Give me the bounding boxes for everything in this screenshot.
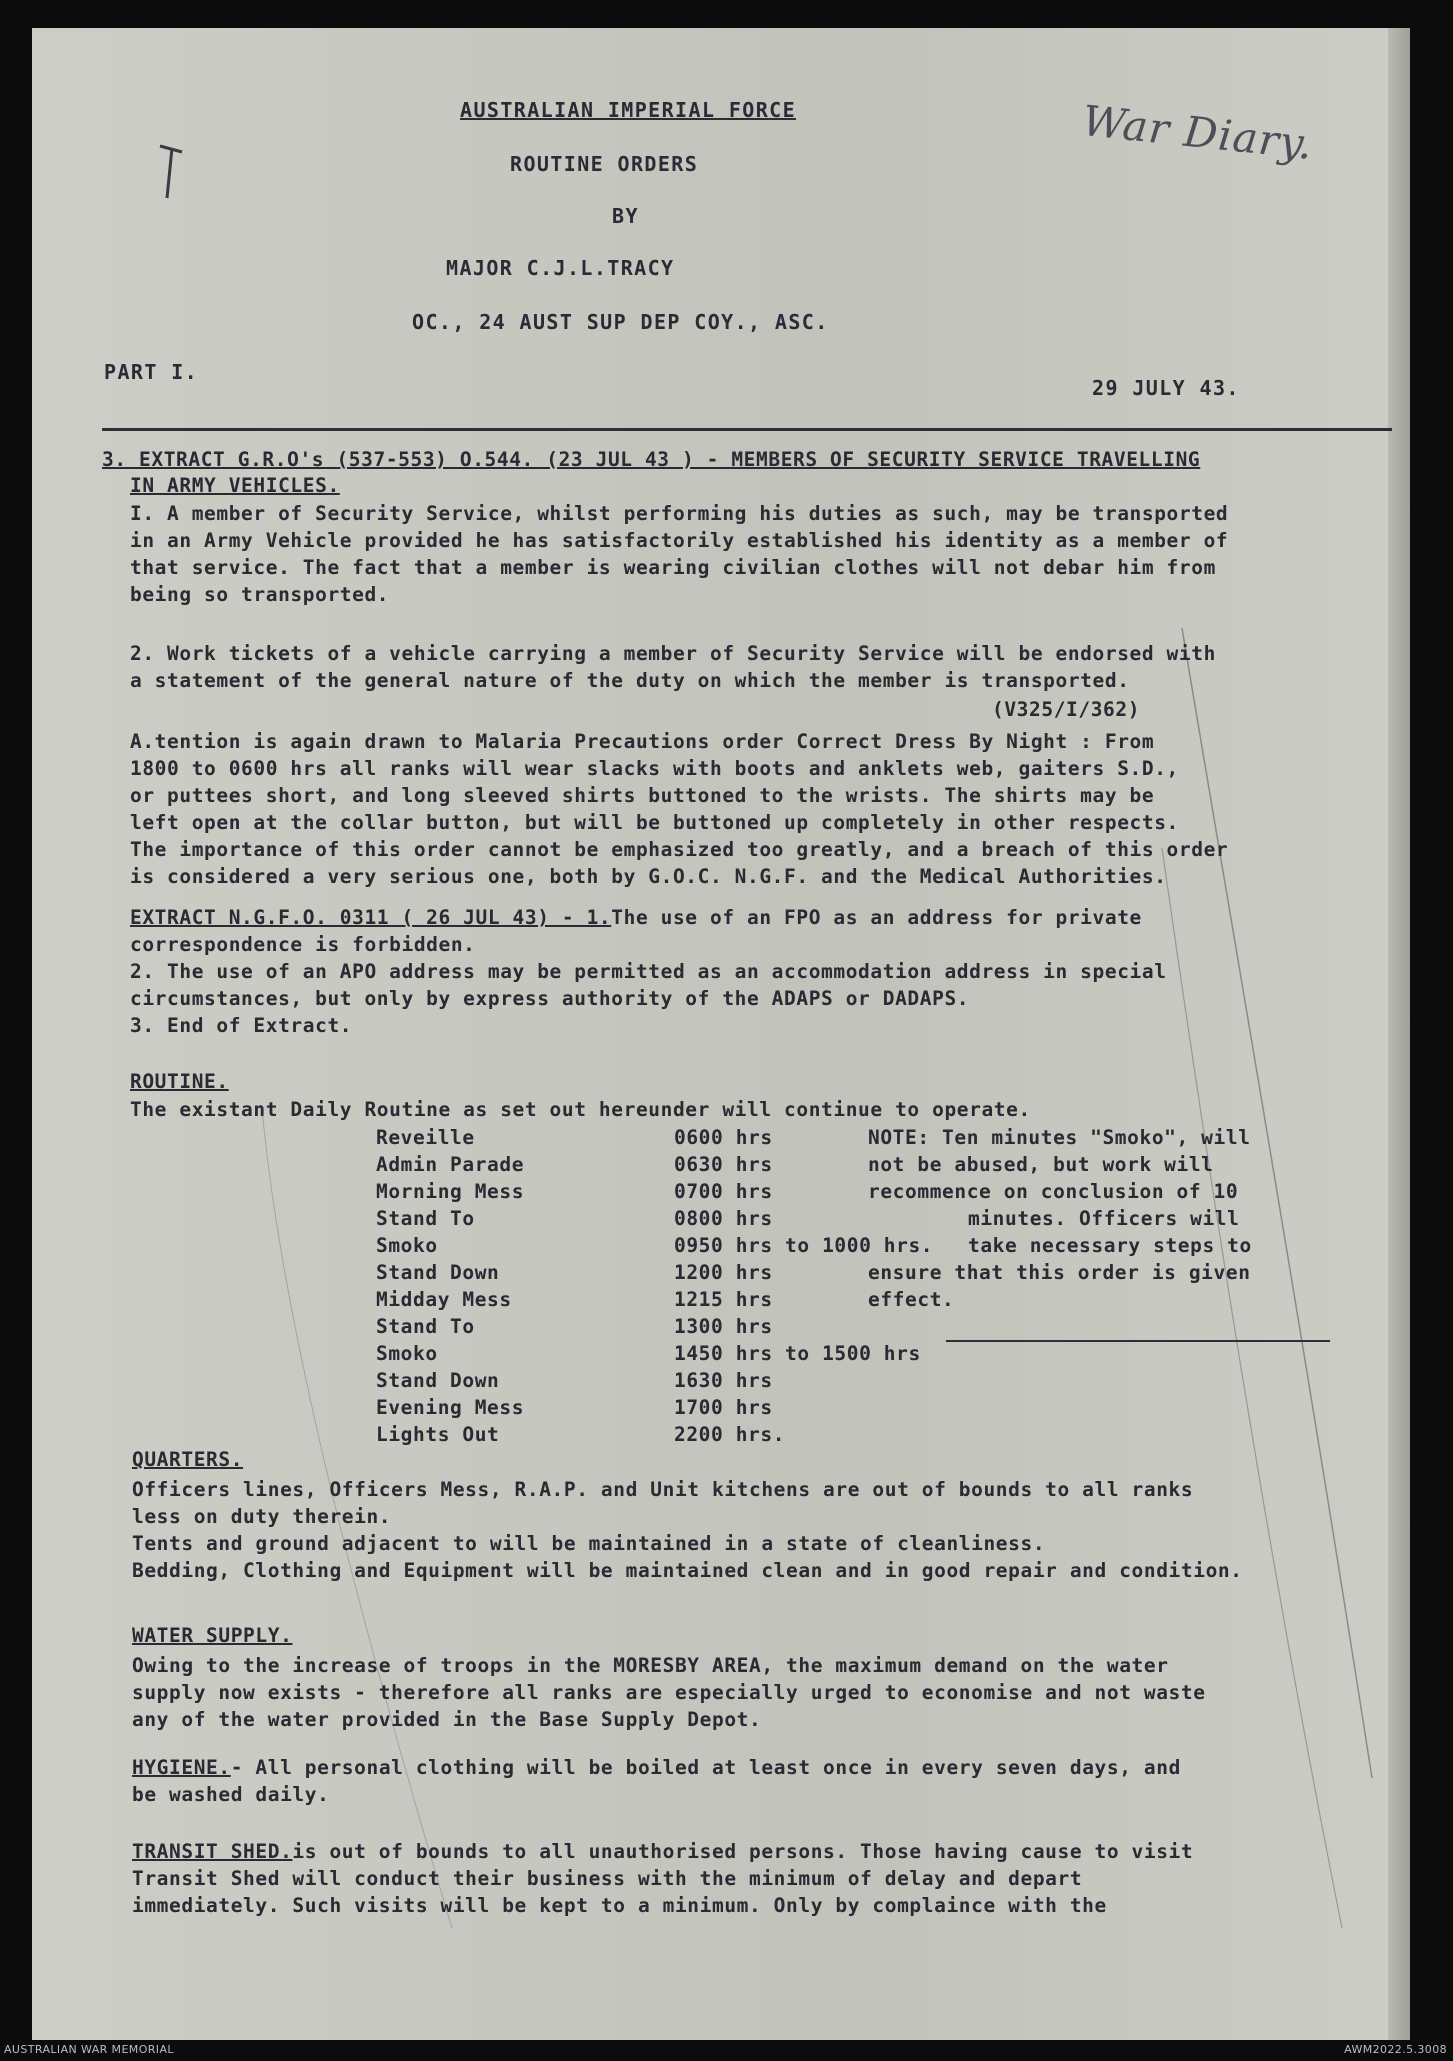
schedule-name: Smoko	[376, 1342, 438, 1365]
hygiene-heading: HYGIENE.	[132, 1756, 231, 1779]
schedule-time: 1200 hrs	[674, 1261, 773, 1284]
section3-heading: 3. EXTRACT G.R.O's (537-553) O.544. (23 JUL 43 ) - MEMBERS OF SECURITY SERVICE TRAVELLING	[102, 448, 1201, 471]
transit-heading: TRANSIT SHED.	[132, 1840, 293, 1863]
text-line: 1800 to 0600 hrs all ranks will wear slacks with boots and anklets web, gaiters S.D.,	[130, 757, 1179, 780]
text-line: or puttees short, and long sleeved shirts buttoned to the wrists. The shirts may be	[130, 784, 1155, 807]
text-line: be washed daily.	[132, 1783, 330, 1806]
text-line: take necessary steps to	[968, 1234, 1252, 1257]
text-line: being so transported.	[130, 583, 390, 606]
schedule-row	[376, 1124, 933, 1151]
by-label: BY	[612, 204, 639, 228]
schedule-name: Lights Out	[376, 1423, 500, 1446]
water-paragraph	[132, 1652, 1206, 1733]
text-line: supply now exists - therefore all ranks are especially urged to economise and not waste	[132, 1681, 1206, 1704]
schedule-row	[376, 1259, 933, 1286]
section3-heading-cont: IN ARMY VEHICLES.	[130, 474, 340, 497]
ngfo-heading: EXTRACT N.G.F.O. 0311 ( 26 JUL 43) - 1.	[130, 906, 612, 929]
schedule-name: Admin Parade	[376, 1153, 525, 1176]
handwritten-note: War Diary.	[1080, 96, 1316, 169]
text-line: A.tention is again drawn to Malaria Precautions order Correct Dress By Night : From	[130, 730, 1155, 753]
footer-accession: AWM2022.5.3008	[1344, 2043, 1447, 2056]
text-line: circumstances, but only by express authority of the ADAPS or DADAPS.	[130, 987, 970, 1010]
part-label: PART I.	[104, 360, 199, 384]
schedule-name: Reveille	[376, 1126, 475, 1149]
schedule-row	[376, 1286, 933, 1313]
text-line: Tents and ground adjacent to will be maintained in a state of cleanliness.	[132, 1532, 1046, 1555]
schedule-name: Midday Mess	[376, 1288, 512, 1311]
file-reference: (V325/I/362)	[992, 698, 1141, 721]
schedule-time: 0700 hrs	[674, 1180, 773, 1203]
text-line	[132, 1838, 1193, 1865]
text-line	[130, 904, 1167, 931]
schedule-row	[376, 1205, 933, 1232]
document-page	[32, 28, 1410, 2040]
schedule-name: Smoko	[376, 1234, 438, 1257]
text-line: Officers lines, Officers Mess, R.A.P. and Unit kitchens are out of bounds to all ranks	[132, 1478, 1194, 1501]
text-line: The importance of this order cannot be emphasized too greatly, and a breach of this order	[130, 838, 1229, 861]
header-rule	[102, 428, 1392, 431]
schedule-row	[376, 1367, 933, 1394]
schedule-row	[376, 1232, 933, 1259]
hygiene-line: - All personal clothing will be boiled at least once in every seven days, and	[230, 1756, 1181, 1779]
text-line: in an Army Vehicle provided he has satisfactorily established his identity as a member of	[130, 529, 1229, 552]
transit-paragraph	[132, 1838, 1193, 1919]
text-line: minutes. Officers will	[968, 1207, 1240, 1230]
hygiene-paragraph	[132, 1754, 1181, 1808]
schedule-time: 1300 hrs	[674, 1315, 773, 1338]
paper-edge	[1388, 28, 1410, 2040]
section3-para1	[130, 500, 1228, 608]
quarters-heading: QUARTERS.	[132, 1448, 244, 1471]
order-date: 29 JULY 43.	[1092, 376, 1240, 400]
text-line: Bedding, Clothing and Equipment will be maintained clean and in good repair and condition.	[132, 1559, 1243, 1582]
officer-name: MAJOR C.J.L.TRACY	[446, 256, 675, 280]
note-rule	[946, 1340, 1330, 1342]
text-line: 2. The use of an APO address may be permitted as an accommodation address in special	[130, 960, 1167, 983]
text-line: is considered a very serious one, both by G.O.C. N.G.F. and the Medical Authorities.	[130, 865, 1167, 888]
schedule-row	[376, 1178, 933, 1205]
ngfo-extract	[130, 904, 1167, 1039]
text-line: Transit Shed will conduct their business with the minimum of delay and depart	[132, 1867, 1083, 1890]
text-line: NOTE: Ten minutes "Smoko", will	[868, 1126, 1251, 1149]
schedule-row	[376, 1421, 933, 1448]
text-line: Owing to the increase of troops in the MORESBY AREA, the maximum demand on the water	[132, 1654, 1169, 1677]
schedule-time: 1630 hrs	[674, 1369, 773, 1392]
water-heading: WATER SUPPLY.	[132, 1624, 293, 1647]
routine-heading: ROUTINE.	[130, 1070, 229, 1093]
text-line: 2. Work tickets of a vehicle carrying a member of Security Service will be endorsed with	[130, 642, 1216, 665]
text-line: immediately. Such visits will be kept to a minimum. Only by complaince with the	[132, 1894, 1107, 1917]
text-line: not be abused, but work will	[868, 1153, 1214, 1176]
schedule-name: Stand Down	[376, 1369, 500, 1392]
force-title: AUSTRALIAN IMPERIAL FORCE	[460, 98, 797, 122]
quarters-paragraph	[132, 1476, 1243, 1584]
schedule-name: Stand To	[376, 1315, 475, 1338]
schedule-row	[376, 1394, 933, 1421]
schedule-name: Morning Mess	[376, 1180, 525, 1203]
footer-credit: AUSTRALIAN WAR MEMORIAL	[4, 2043, 174, 2056]
schedule-time: 0950 hrs to 1000 hrs.	[674, 1234, 934, 1257]
text-line: less on duty therein.	[132, 1505, 392, 1528]
section3-para2	[130, 640, 1216, 694]
text-line: that service. The fact that a member is wearing civilian clothes will not debar him from	[130, 556, 1216, 579]
schedule-row	[376, 1340, 933, 1367]
schedule-row	[376, 1151, 933, 1178]
text-line	[132, 1754, 1181, 1781]
text-line: correspondence is forbidden.	[130, 933, 476, 956]
schedule-name: Stand Down	[376, 1261, 500, 1284]
text-line: ensure that this order is given	[868, 1261, 1251, 1284]
schedule-time: 0600 hrs	[674, 1126, 773, 1149]
schedule-name: Stand To	[376, 1207, 475, 1230]
schedule-name: Evening Mess	[376, 1396, 525, 1419]
schedule-row	[376, 1313, 933, 1340]
unit-name: OC., 24 AUST SUP DEP COY., ASC.	[412, 310, 829, 334]
schedule-time: 2200 hrs.	[674, 1423, 786, 1446]
schedule-time: 1215 hrs	[674, 1288, 773, 1311]
text-line: any of the water provided in the Base Supply Depot.	[132, 1708, 762, 1731]
text-line: effect.	[868, 1288, 955, 1311]
transit-line: is out of bounds to all unauthorised persons. Those having cause to visit	[292, 1840, 1194, 1863]
schedule-time: 1450 hrs to 1500 hrs	[674, 1342, 921, 1365]
schedule-time: 0800 hrs	[674, 1207, 773, 1230]
schedule-time: 1700 hrs	[674, 1396, 773, 1419]
malaria-paragraph	[130, 728, 1228, 890]
text-line: a statement of the general nature of the duty on which the member is transported.	[130, 669, 1130, 692]
routine-note	[868, 1124, 1252, 1313]
orders-title: ROUTINE ORDERS	[510, 152, 699, 176]
text-line: 3. End of Extract.	[130, 1014, 353, 1037]
text-line: I. A member of Security Service, whilst performing his duties as such, may be transported	[130, 502, 1229, 525]
routine-schedule	[376, 1124, 933, 1448]
ngfo-line: The use of an FPO as an address for private	[611, 906, 1142, 929]
text-line: left open at the collar button, but will be buttoned up completely in other respects.	[130, 811, 1179, 834]
text-line: recommence on conclusion of 10	[868, 1180, 1239, 1203]
schedule-time: 0630 hrs	[674, 1153, 773, 1176]
routine-intro: The existant Daily Routine as set out hereunder will continue to operate.	[130, 1098, 1031, 1121]
